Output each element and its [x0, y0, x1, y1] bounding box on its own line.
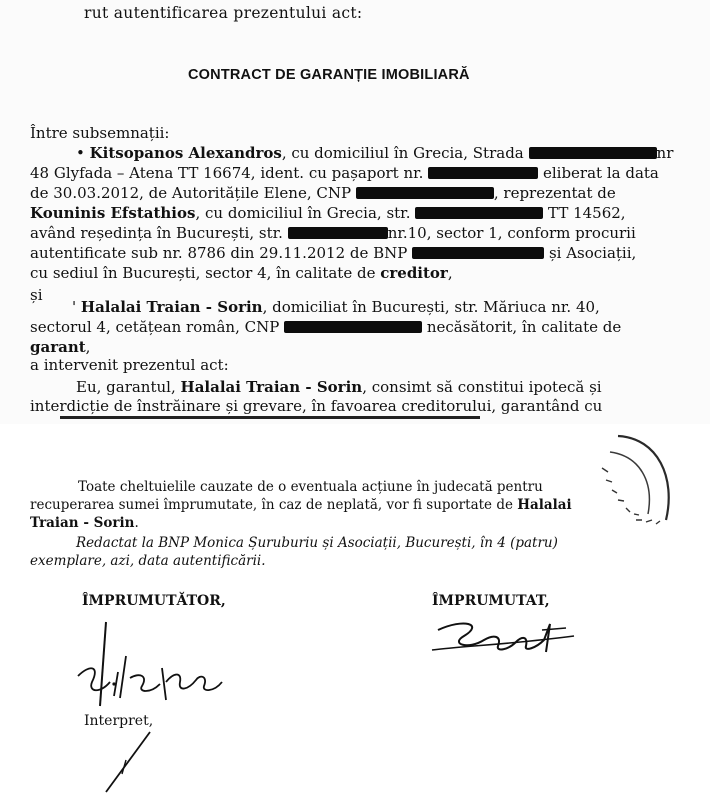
costs-line-3: Traian - Sorin.	[30, 515, 139, 531]
interpreter-signature-icon	[96, 730, 156, 796]
interpreter-label: Interpret,	[84, 713, 154, 729]
debtor-name-part1: Halalai	[517, 497, 572, 513]
party1-line-2: 48 Glyfada – Atena TT 16674, ident. cu pașaport nr. eliberat la data	[30, 164, 659, 182]
borrower-signature-icon	[424, 606, 584, 662]
body-line-2: interdicție de înstrăinare și grevare, în favoarea creditorului, garantând cu	[30, 397, 603, 415]
contract-title: CONTRACT DE GARANȚIE IMOBILIARĂ	[188, 67, 470, 83]
party2-line-3: garant,	[30, 338, 91, 356]
party2-line-1: ' Halalai Traian - Sorin, domiciliat în București, str. Măriuca nr. 40,	[72, 298, 600, 316]
body-line-1: Eu, garantul, Halalai Traian - Sorin, consimt să constitui ipotecă și	[76, 378, 602, 396]
redaction-bar	[412, 247, 544, 259]
cut-off-line	[60, 412, 480, 423]
party1-line-7: cu sediul în București, sector 4, în calitate de creditor,	[30, 264, 453, 282]
costs-line-2: recuperarea sumei împrumutate, în caz de neplată, vor fi suportate de Halalai	[30, 497, 572, 513]
debtor-name-part2: Traian - Sorin	[30, 515, 135, 531]
and-connector: și	[30, 286, 43, 304]
representative-name: Kouninis Efstathios	[30, 204, 196, 222]
redaction-bar	[356, 187, 494, 199]
redaction-bar	[428, 167, 538, 179]
party1-line-4: Kouninis Efstathios, cu domiciliul în Grecia, str. TT 14562,	[30, 204, 626, 222]
costs-line-1: Toate cheltuielile cauzate de o eventuala acțiune în judecată pentru	[78, 479, 543, 495]
bullet-mark: '	[72, 298, 81, 316]
party2-name: Halalai Traian - Sorin	[80, 298, 263, 316]
intro-text: Între subsemnații:	[30, 124, 170, 142]
party1-line-6: autentificate sub nr. 8786 din 29.11.2012 de BNP și Asociații,	[30, 244, 637, 262]
guarantor-role: garant	[30, 338, 86, 356]
party1-line-3: de 30.03.2012, de Autoritățile Elene, CNP , reprezentat de	[30, 184, 616, 202]
lender-signature-icon	[70, 616, 240, 712]
drafted-line-1: Redactat la BNP Monica Șuruburiu și Asociații, București, în 4 (patru)	[76, 535, 558, 551]
bullet-mark: •	[76, 144, 90, 162]
redaction-bar	[415, 207, 543, 219]
drafted-line-2: exemplare, azi, data autentificării.	[30, 553, 266, 569]
guarantor-name: Halalai Traian - Sorin	[180, 378, 363, 396]
notary-stamp-icon	[588, 428, 678, 538]
redaction-bar	[288, 227, 388, 239]
header-fragment: rut autentificarea prezentului act:	[84, 4, 363, 22]
creditor-role: creditor	[380, 264, 448, 282]
party2-line-2: sectorul 4, cetățean român, CNP necăsătorit, în calitate de	[30, 318, 622, 336]
redaction-bar	[284, 321, 422, 333]
party1-line-5: având reședința în București, str. nr.10, sector 1, conform procurii	[30, 224, 636, 242]
party1-name: Kitsopanos Alexandros	[89, 144, 282, 162]
borrower-label: ÎMPRUMUTAT,	[432, 593, 550, 609]
party1-line-1: • Kitsopanos Alexandros, cu domiciliul în Grecia, Strada nr	[76, 144, 674, 162]
redaction-bar	[529, 147, 657, 159]
lender-label: ÎMPRUMUTĂTOR,	[82, 593, 226, 609]
intervened-line: a intervenit prezentul act:	[30, 356, 229, 374]
